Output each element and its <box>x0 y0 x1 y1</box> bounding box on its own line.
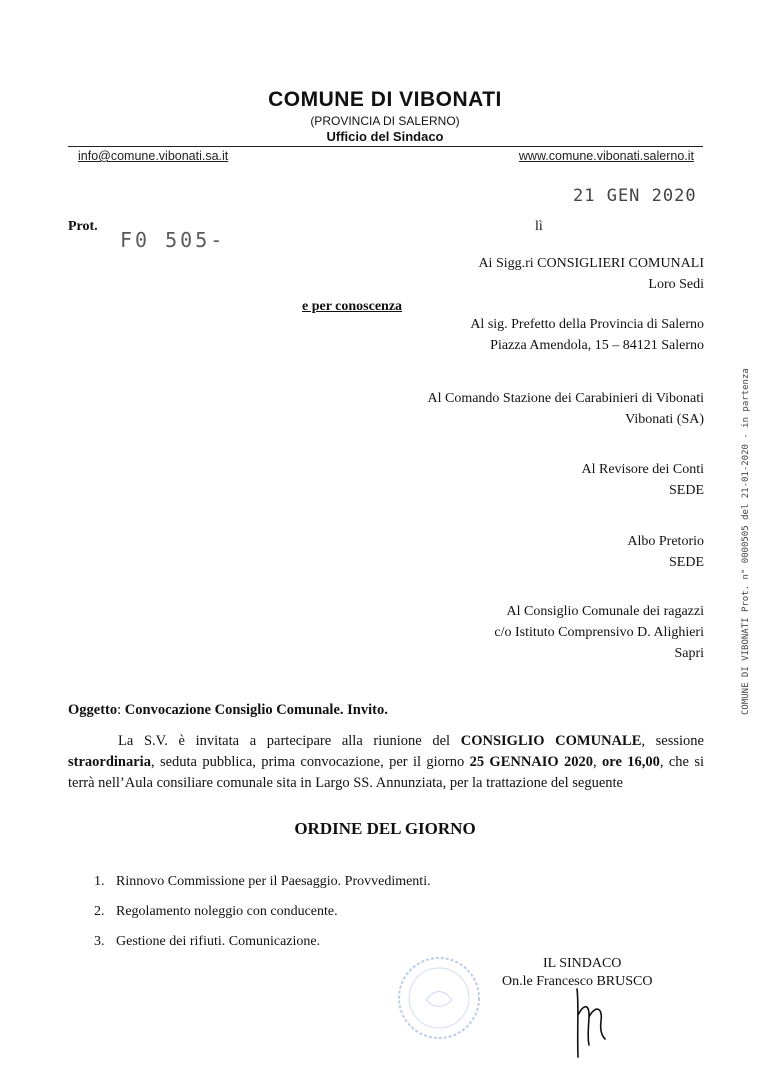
agenda-heading: ORDINE DEL GIORNO <box>294 819 476 838</box>
body-bold: 25 GENNAIO 2020 <box>469 754 594 770</box>
body-text: , sessione <box>641 733 704 749</box>
subject-line <box>68 702 388 719</box>
agenda-list <box>94 874 431 964</box>
subject-colon: : <box>117 702 125 718</box>
date-stamp: 21 GEN 2020 <box>573 186 697 206</box>
recipient-block <box>627 531 704 573</box>
recipient-line: Al sig. Prefetto della Provincia di Salerno <box>470 317 704 332</box>
recipient-line: Sapri <box>674 646 704 661</box>
item-text: Gestione dei rifiuti. Comunicazione. <box>116 934 321 949</box>
subject-text: Convocazione Consiglio Comunale. Invito. <box>124 702 388 718</box>
recipient-line: Al Comando Stazione dei Carabinieri di Vibonati <box>427 391 704 406</box>
province-subtitle: (PROVINCIA DI SALERNO) <box>310 114 460 128</box>
list-item <box>94 934 431 964</box>
body-text: La S.V. è invitata a partecipare alla riunione del <box>118 733 461 749</box>
item-text: Rinnovo Commissione per il Paesaggio. Provvedimenti. <box>116 874 431 889</box>
body-text: , <box>593 754 603 770</box>
body-text: , seduta pubblica, prima convocazione, per il giorno <box>150 754 470 770</box>
recipient-block <box>582 459 705 501</box>
list-item <box>94 904 431 934</box>
invitation-paragraph <box>68 731 704 794</box>
recipient-line: Albo Pretorio <box>627 534 704 549</box>
recipient-line: Vibonati (SA) <box>625 412 704 427</box>
handwritten-signature-icon <box>565 985 635 1065</box>
header-divider <box>68 146 703 147</box>
item-number: 2. <box>94 904 105 919</box>
body-bold: straordinaria <box>68 754 151 770</box>
signatory-name: On.le Francesco BRUSCO <box>502 974 653 989</box>
body-text: , che si terrà nell’Aula consiliare comunale sita in Largo SS. Annunziata, per la trattazione del seguente <box>68 754 704 791</box>
recipient-line: Ai Sigg.ri CONSIGLIERI COMUNALI <box>478 256 704 271</box>
list-item <box>94 874 431 904</box>
recipient-block <box>494 601 704 664</box>
recipient-block <box>478 253 704 295</box>
office-name: Ufficio del Sindaco <box>326 129 444 144</box>
body-bold: CONSIGLIO COMUNALE <box>460 733 642 749</box>
recipient-line: SEDE <box>669 555 704 570</box>
protocol-number: F0 505- <box>120 228 226 252</box>
recipient-block <box>470 314 704 356</box>
email-link[interactable]: info@comune.vibonati.sa.it <box>78 149 229 163</box>
protocol-side-note: COMUNE DI VIBONATI Prot. n° 0000505 del 21-01-2020 - in partenza <box>741 368 751 715</box>
recipient-line: c/o Istituto Comprensivo D. Alighieri <box>494 625 704 640</box>
recipient-block <box>427 388 704 430</box>
protocol-label: Prot. <box>68 219 98 234</box>
item-number: 1. <box>94 874 105 889</box>
recipient-line: SEDE <box>669 483 704 498</box>
recipient-line: Piazza Amendola, 15 – 84121 Salerno <box>490 338 704 353</box>
subject-label: Oggetto <box>68 702 118 718</box>
item-number: 3. <box>94 934 105 949</box>
municipal-seal-icon <box>396 955 482 1041</box>
recipient-line: Loro Sedi <box>648 277 704 292</box>
item-text: Regolamento noleggio con conducente. <box>116 904 338 919</box>
cc-label: e per conoscenza <box>302 299 403 314</box>
signatory-role: IL SINDACO <box>543 956 622 971</box>
recipient-line: Al Revisore dei Conti <box>581 462 704 477</box>
municipality-title: COMUNE DI VIBONATI <box>268 88 502 111</box>
body-bold: ore 16,00 <box>602 754 660 770</box>
website-link[interactable]: www.comune.vibonati.salerno.it <box>518 149 694 163</box>
place-date-suffix: lì <box>535 219 543 234</box>
recipient-line: Al Consiglio Comunale dei ragazzi <box>506 604 704 619</box>
